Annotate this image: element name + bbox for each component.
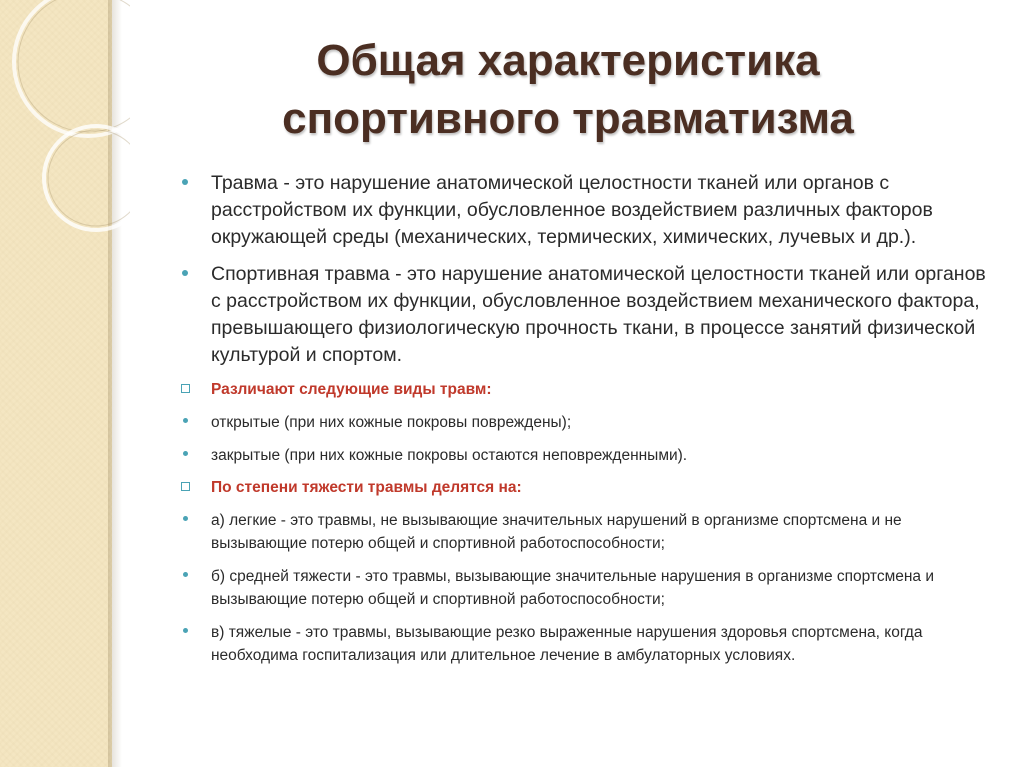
list-item	[178, 444, 998, 467]
bullet-dot-icon	[182, 270, 188, 276]
list-item-text: в) тяжелые - это травмы, вызывающие резко выраженные нарушения здоровья спортсмена, когда необходима госпитализация или длительное лечение в амбулаторных условиях.	[211, 624, 923, 664]
severity-heading-text: По степени тяжести травмы делятся на:	[211, 479, 522, 496]
list-item-text: а) легкие - это травмы, не вызывающие значительных нарушений в организме спортсмена и не вызывающие потерю общей и спортивной работоспособности;	[211, 512, 902, 552]
checkbox-bullet-icon	[181, 384, 190, 393]
bullet-dot-icon	[183, 628, 188, 633]
bullet-dot-icon	[183, 572, 188, 577]
list-item	[178, 411, 998, 434]
definition-sports-trauma	[178, 261, 998, 369]
types-heading	[178, 379, 998, 401]
decorative-rings	[0, 0, 130, 260]
title-line-2: спортивного травматизма	[282, 94, 854, 143]
types-heading-text: Различают следующие виды травм:	[211, 381, 492, 398]
title-line-1: Общая характеристика	[316, 36, 820, 85]
list-item	[178, 509, 998, 555]
checkbox-bullet-icon	[181, 482, 190, 491]
list-item	[178, 621, 998, 667]
bullet-dot-icon	[183, 418, 188, 423]
definition-text: Спортивная травма - это нарушение анатомической целостности тканей или органов с расстройством их функции, обусловленное воздействием механического фактора, превышающего физиологическую прочность ткани, в процессе занятий физической культурой и спортом.	[211, 263, 986, 366]
slide-content	[178, 170, 998, 677]
list-item	[178, 565, 998, 611]
list-item-text: открытые (при них кожные покровы повреждены);	[211, 414, 572, 431]
definition-text: Травма - это нарушение анатомической целостности тканей или органов с расстройством их функции, обусловленное воздействием различных факторов окружающей среды (механических, термических, химических, лучевых и др.).	[211, 172, 933, 248]
severity-heading	[178, 477, 998, 499]
bullet-dot-icon	[183, 516, 188, 521]
slide-title	[112, 32, 1024, 148]
bullet-dot-icon	[183, 451, 188, 456]
bullet-dot-icon	[182, 179, 188, 185]
list-item-text: закрытые (при них кожные покровы остаются неповрежденными).	[211, 447, 688, 464]
list-item-text: б) средней тяжести - это травмы, вызывающие значительные нарушения в организме спортсмена и вызывающие потерю общей и спортивной работоспособности;	[211, 568, 935, 608]
definition-trauma	[178, 170, 998, 251]
